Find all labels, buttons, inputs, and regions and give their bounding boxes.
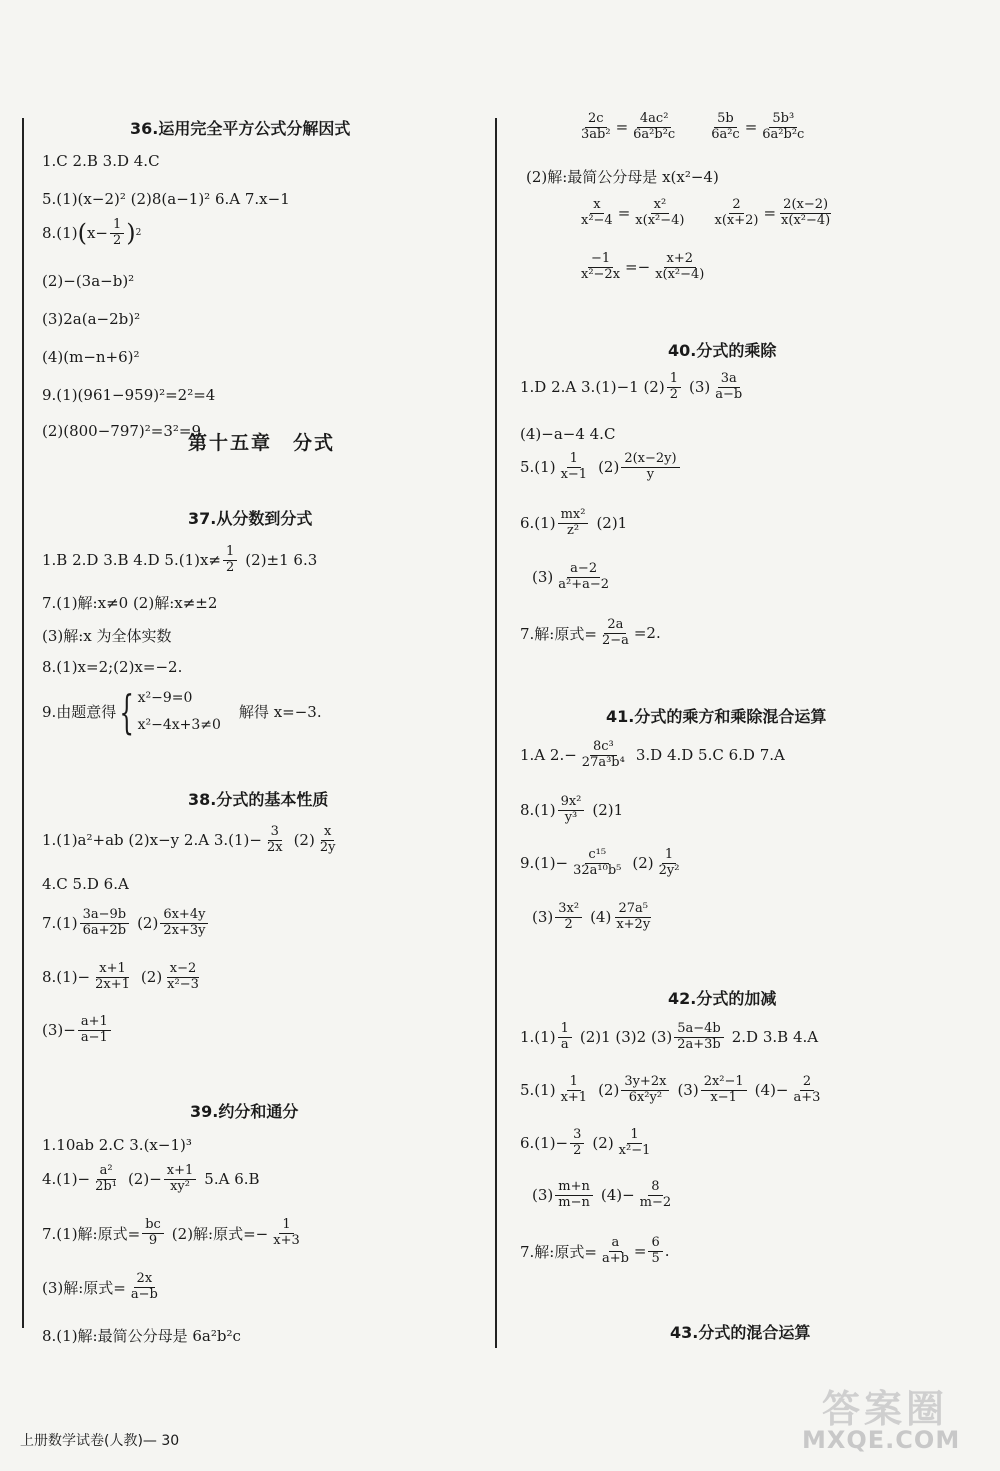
fraction <box>555 562 612 593</box>
denominator: 2x <box>266 839 283 855</box>
answer-line: 8.(1)x=2;(2)x=−2. <box>42 658 183 676</box>
text: 解得 x=−3. <box>238 703 322 722</box>
numerator: 1 <box>223 545 237 561</box>
answer-line: 5.(1)(x−2)² (2)8(a−1)² 6.A 7.x−1 <box>42 190 290 208</box>
fraction <box>599 1236 632 1267</box>
answer-line <box>42 1164 260 1195</box>
text: (3) <box>677 1081 699 1100</box>
numerator: 3 <box>268 825 282 841</box>
denominator: a <box>560 1036 569 1052</box>
text: (2)1 <box>592 801 624 820</box>
fraction <box>579 740 628 771</box>
numerator: 1 <box>110 218 124 234</box>
equation: x²−9=0 <box>137 690 193 706</box>
left-margin-rule <box>22 118 24 1328</box>
answer-line <box>42 825 340 856</box>
numerator: 2x <box>134 1272 156 1288</box>
equals: = <box>633 1242 647 1261</box>
numerator: 2x²−1 <box>701 1075 747 1091</box>
text: 9.(1)− <box>520 854 569 873</box>
text: 7.(1) <box>42 914 78 933</box>
fraction <box>652 252 707 283</box>
denominator: 2 <box>564 916 573 932</box>
text: 7.解:原式= <box>520 624 597 643</box>
answer-line: 4.C 5.D 6.A <box>42 875 129 893</box>
denominator: a−b <box>130 1286 158 1302</box>
answer-line <box>520 618 661 649</box>
fraction <box>317 825 339 856</box>
numerator: a−2 <box>567 562 600 578</box>
numerator: a+1 <box>78 1015 111 1031</box>
numerator: 8c³ <box>590 740 617 756</box>
equals: = <box>615 118 629 137</box>
exponent: 2 <box>135 228 142 239</box>
answer-line: 7.(1)解:x≠0 (2)解:x≠±2 <box>42 594 218 612</box>
numerator: 1 <box>567 1075 581 1091</box>
numerator: 3 <box>570 1128 584 1144</box>
denominator: 2y <box>319 839 336 855</box>
denominator: a−1 <box>80 1029 108 1045</box>
denominator: a+b <box>601 1250 629 1266</box>
fraction <box>570 848 624 879</box>
denominator: x+2y <box>616 916 651 932</box>
answer-line <box>520 452 682 483</box>
fraction <box>616 1128 654 1159</box>
numerator: 3a <box>718 372 740 388</box>
fraction <box>264 825 286 856</box>
text: 8.(1) <box>42 224 78 243</box>
watermark-logo: 答案圈 <box>822 1387 949 1431</box>
answer-line <box>520 1236 670 1267</box>
denominator: 3ab² <box>581 126 611 142</box>
numerator: x+1 <box>164 1164 197 1180</box>
answer-line <box>532 1180 676 1211</box>
paren: ( <box>77 219 87 248</box>
chapter-title: 第十五章 分式 <box>188 432 336 454</box>
fraction <box>164 962 202 993</box>
denominator: z² <box>566 522 580 538</box>
fraction <box>128 1272 161 1303</box>
fraction <box>759 112 807 143</box>
equals: =− <box>625 258 651 277</box>
denominator: y <box>646 466 655 482</box>
text: 1.A 2.− <box>520 746 577 765</box>
text: (3) <box>532 1186 554 1205</box>
text: (2) <box>293 831 315 850</box>
numerator: bc <box>142 1218 164 1234</box>
answer-line: 1.10ab 2.C 3.(x−1)³ <box>42 1136 192 1154</box>
section-38-title: 38.分式的基本性质 <box>188 790 329 809</box>
answer-line: (3)2a(a−2b)² <box>42 310 141 328</box>
equals: = <box>763 204 777 223</box>
numerator: x+2 <box>664 252 697 268</box>
fraction <box>578 252 623 283</box>
denominator: x(x²−4) <box>781 212 831 228</box>
fraction <box>570 1128 584 1159</box>
fraction <box>578 198 616 229</box>
brace: { <box>119 684 135 739</box>
text: (2) <box>140 968 163 987</box>
text: 6.(1) <box>520 514 556 533</box>
answer-line <box>42 908 210 939</box>
numerator: 2a <box>604 618 626 634</box>
denominator: 2−a <box>601 632 629 648</box>
fraction <box>160 908 208 939</box>
text: 5.A 6.B <box>204 1170 260 1189</box>
text: 5.(1) <box>520 458 556 477</box>
text: 6.(1)− <box>520 1134 569 1153</box>
denominator: x(x²−4) <box>635 212 685 228</box>
denominator: 6a²c <box>711 126 740 142</box>
numerator: 5b³ <box>769 112 797 128</box>
numerator: 1 <box>279 1218 293 1234</box>
column-divider <box>495 118 497 1348</box>
denominator: x−1 <box>560 466 588 482</box>
denominator: 2 <box>573 1142 582 1158</box>
fraction <box>712 372 745 403</box>
answer-line: (2)解:最简公分母是 x(x²−4) <box>526 168 719 186</box>
answer-line <box>520 1022 818 1053</box>
numerator: 6 <box>648 1236 662 1252</box>
numerator: 2 <box>729 198 743 214</box>
numerator: 3a−9b <box>80 908 130 924</box>
numerator: 1 <box>567 452 581 468</box>
fraction <box>110 218 124 249</box>
text: 9.由题意得 <box>42 703 117 722</box>
text: (4)− <box>754 1081 789 1100</box>
text: 2.D 3.B 4.A <box>731 1028 819 1047</box>
answer-line <box>520 795 623 826</box>
section-41-title: 41.分式的乘方和乘除混合运算 <box>606 707 827 726</box>
numerator: 1 <box>627 1128 641 1144</box>
fraction <box>632 198 687 229</box>
text: (4) <box>590 908 612 927</box>
denominator: 32a¹⁰b⁵ <box>573 862 622 878</box>
fraction <box>80 908 130 939</box>
section-43-title: 43.分式的混合运算 <box>670 1323 811 1342</box>
text: (2)±1 6.3 <box>245 551 318 570</box>
fraction <box>92 962 133 993</box>
numerator: a² <box>97 1164 116 1180</box>
answer-line <box>42 962 204 993</box>
text: (3) <box>532 568 554 587</box>
numerator: c¹⁵ <box>585 848 609 864</box>
fraction <box>270 1218 303 1249</box>
denominator: 9 <box>148 1232 158 1248</box>
numerator: a <box>609 1236 623 1252</box>
denominator: 2 <box>669 386 678 402</box>
text: (2) <box>598 458 620 477</box>
numerator: 8 <box>648 1180 662 1196</box>
text: 7.解:原式= <box>520 1242 597 1261</box>
numerator: 1 <box>558 1022 572 1038</box>
text: . <box>664 1242 670 1261</box>
denominator: 6a+2b <box>82 922 127 938</box>
denominator: a−b <box>715 386 743 402</box>
answer-line <box>42 545 317 576</box>
denominator: xy² <box>170 1178 190 1194</box>
answer-line <box>520 1128 655 1159</box>
fraction <box>630 112 678 143</box>
text: 1.B 2.D 3.B 4.D 5.(1)x≠ <box>42 551 222 570</box>
watermark-url: MXQE.COM <box>802 1426 961 1454</box>
text: 4.(1)− <box>42 1170 91 1189</box>
text: (3)− <box>42 1021 76 1040</box>
answer-line: 8.(1)解:最简公分母是 6a²b²c <box>42 1327 241 1345</box>
text: 1.(1)a²+ab (2)x−y 2.A 3.(1)− <box>42 831 262 850</box>
fraction <box>637 1180 675 1211</box>
answer-line: (4)(m−n+6)² <box>42 348 140 366</box>
denominator: 2y² <box>658 862 680 878</box>
text: x− <box>86 224 108 243</box>
fraction <box>558 795 585 826</box>
answer-line <box>42 218 141 249</box>
fraction <box>223 545 237 576</box>
answer-line <box>576 198 835 229</box>
numerator: x <box>590 198 603 214</box>
denominator: a²+a−2 <box>558 576 610 592</box>
text: 1.D 2.A 3.(1)−1 (2) <box>520 378 665 397</box>
denominator: x(x+2) <box>714 212 759 228</box>
answer-line <box>520 848 684 879</box>
fraction <box>701 1075 747 1106</box>
text: (3) <box>689 378 711 397</box>
fraction <box>778 198 833 229</box>
fraction <box>791 1075 824 1106</box>
text: (4)− <box>600 1186 635 1205</box>
text: (2)1 <box>596 514 628 533</box>
denominator: m−n <box>558 1194 590 1210</box>
text: 8.(1)− <box>42 968 91 987</box>
numerator: 5b <box>714 112 737 128</box>
numerator: 27a⁵ <box>615 902 651 918</box>
denominator: 2x+3y <box>163 922 206 938</box>
answer-line <box>42 1218 305 1249</box>
text: (2) <box>137 914 159 933</box>
denominator: x²−1 <box>618 1142 651 1158</box>
fraction <box>578 112 614 143</box>
text: 5.(1) <box>520 1081 556 1100</box>
fraction <box>621 1075 669 1106</box>
fraction <box>142 1218 164 1249</box>
answer-line <box>42 1272 163 1303</box>
text: 3.D 4.D 5.C 6.D 7.A <box>635 746 785 765</box>
text: (2) <box>632 854 654 873</box>
denominator: x+1 <box>560 1089 588 1105</box>
answer-line <box>520 740 785 771</box>
text: 7.(1)解:原式= <box>42 1224 141 1243</box>
answer-line: 9.(1)(961−959)²=2²=4 <box>42 386 216 404</box>
text: (2) <box>598 1081 620 1100</box>
fraction <box>621 452 679 483</box>
fraction <box>648 1236 662 1267</box>
denominator: x−1 <box>710 1089 737 1105</box>
denominator: 2b¹ <box>95 1178 117 1194</box>
fraction <box>667 372 681 403</box>
denominator: a+3 <box>793 1089 821 1105</box>
numerator: −1 <box>588 252 613 268</box>
denominator: 6x²y² <box>628 1089 663 1105</box>
numerator: 3y+2x <box>621 1075 669 1091</box>
fraction <box>78 1015 111 1046</box>
answer-line <box>576 112 809 143</box>
denominator: 6a²b²c <box>633 126 676 142</box>
fraction <box>656 848 683 879</box>
text: 8.(1) <box>520 801 556 820</box>
numerator: x² <box>651 198 670 214</box>
watermark <box>802 1378 982 1458</box>
answer-line: (3)解:x 为全体实数 <box>42 627 172 645</box>
answer-line <box>520 508 627 539</box>
fraction <box>558 1022 572 1053</box>
section-36-title: 36.运用完全平方公式分解因式 <box>130 119 351 138</box>
answer-line: (2)−(3a−b)² <box>42 272 135 290</box>
denominator: m−2 <box>639 1194 672 1210</box>
denominator: y³ <box>564 809 578 825</box>
fraction <box>558 452 591 483</box>
answer-line <box>520 1075 825 1106</box>
denominator: x²−4 <box>581 212 613 228</box>
numerator: m+n <box>555 1180 593 1196</box>
text: (3) <box>532 908 554 927</box>
fraction <box>708 112 743 143</box>
denominator: x²−3 <box>167 976 199 992</box>
numerator: 2c <box>585 112 607 128</box>
fraction <box>674 1022 724 1053</box>
denominator: x²−2x <box>581 266 621 282</box>
numerator: 2 <box>800 1075 814 1091</box>
equals: = <box>744 118 758 137</box>
numerator: 1 <box>662 848 676 864</box>
denominator: 6a²b²c <box>762 126 805 142</box>
numerator: x+1 <box>96 962 129 978</box>
denominator: 2x+1 <box>95 976 130 992</box>
numerator: 5a−4b <box>674 1022 724 1038</box>
fraction <box>558 1075 591 1106</box>
fraction <box>558 508 589 539</box>
text: =2. <box>633 624 661 643</box>
denominator: 2a+3b <box>677 1036 721 1052</box>
numerator: x−2 <box>167 962 200 978</box>
page-footer: 上册数学试卷(人教)— 30 <box>20 1433 180 1449</box>
numerator: 2(x−2) <box>780 198 831 214</box>
text: 1.(1) <box>520 1028 556 1047</box>
numerator: 4ac² <box>637 112 672 128</box>
denominator: 2 <box>226 559 235 575</box>
answer-line <box>532 562 614 593</box>
text: (3)解:原式= <box>42 1278 126 1297</box>
text: (2) <box>592 1134 614 1153</box>
fraction <box>711 198 761 229</box>
answer-line <box>42 1015 113 1046</box>
numerator: 6x+4y <box>160 908 208 924</box>
numerator: mx² <box>558 508 589 524</box>
fraction <box>613 902 653 933</box>
numerator: 3x² <box>555 902 582 918</box>
text: (2)1 (3)2 (3) <box>579 1028 673 1047</box>
numerator: 9x² <box>558 795 585 811</box>
answer-line: (2)(800−797)²=3²=9 <box>42 422 202 440</box>
answer-line <box>532 902 655 933</box>
answer-line: (4)−a−4 4.C <box>520 425 616 443</box>
equation-system <box>138 685 221 738</box>
denominator: 2 <box>112 232 122 248</box>
answer-line <box>576 252 709 283</box>
paren: ) <box>126 219 136 248</box>
section-37-title: 37.从分数到分式 <box>188 509 313 528</box>
equals: = <box>617 204 631 223</box>
section-40-title: 40.分式的乘除 <box>668 341 777 360</box>
answer-line <box>520 372 747 403</box>
fraction <box>92 1164 120 1195</box>
numerator: 2(x−2y) <box>621 452 679 468</box>
fraction <box>555 902 582 933</box>
section-39-title: 39.约分和通分 <box>190 1102 299 1121</box>
numerator: 1 <box>667 372 681 388</box>
answer-line: 1.C 2.B 3.D 4.C <box>42 152 160 170</box>
fraction <box>164 1164 197 1195</box>
fraction <box>555 1180 593 1211</box>
text: (2)− <box>127 1170 162 1189</box>
denominator: 5 <box>651 1250 660 1266</box>
section-42-title: 42.分式的加减 <box>668 989 777 1008</box>
text: (2)解:原式=− <box>171 1224 269 1243</box>
numerator: x <box>321 825 334 841</box>
denominator: x+3 <box>273 1232 300 1248</box>
answer-line <box>42 685 322 738</box>
denominator: 27a³b⁴ <box>581 754 625 770</box>
equation: x²−4x+3≠0 <box>137 716 221 733</box>
denominator: x(x²−4) <box>655 266 705 282</box>
fraction <box>599 618 632 649</box>
